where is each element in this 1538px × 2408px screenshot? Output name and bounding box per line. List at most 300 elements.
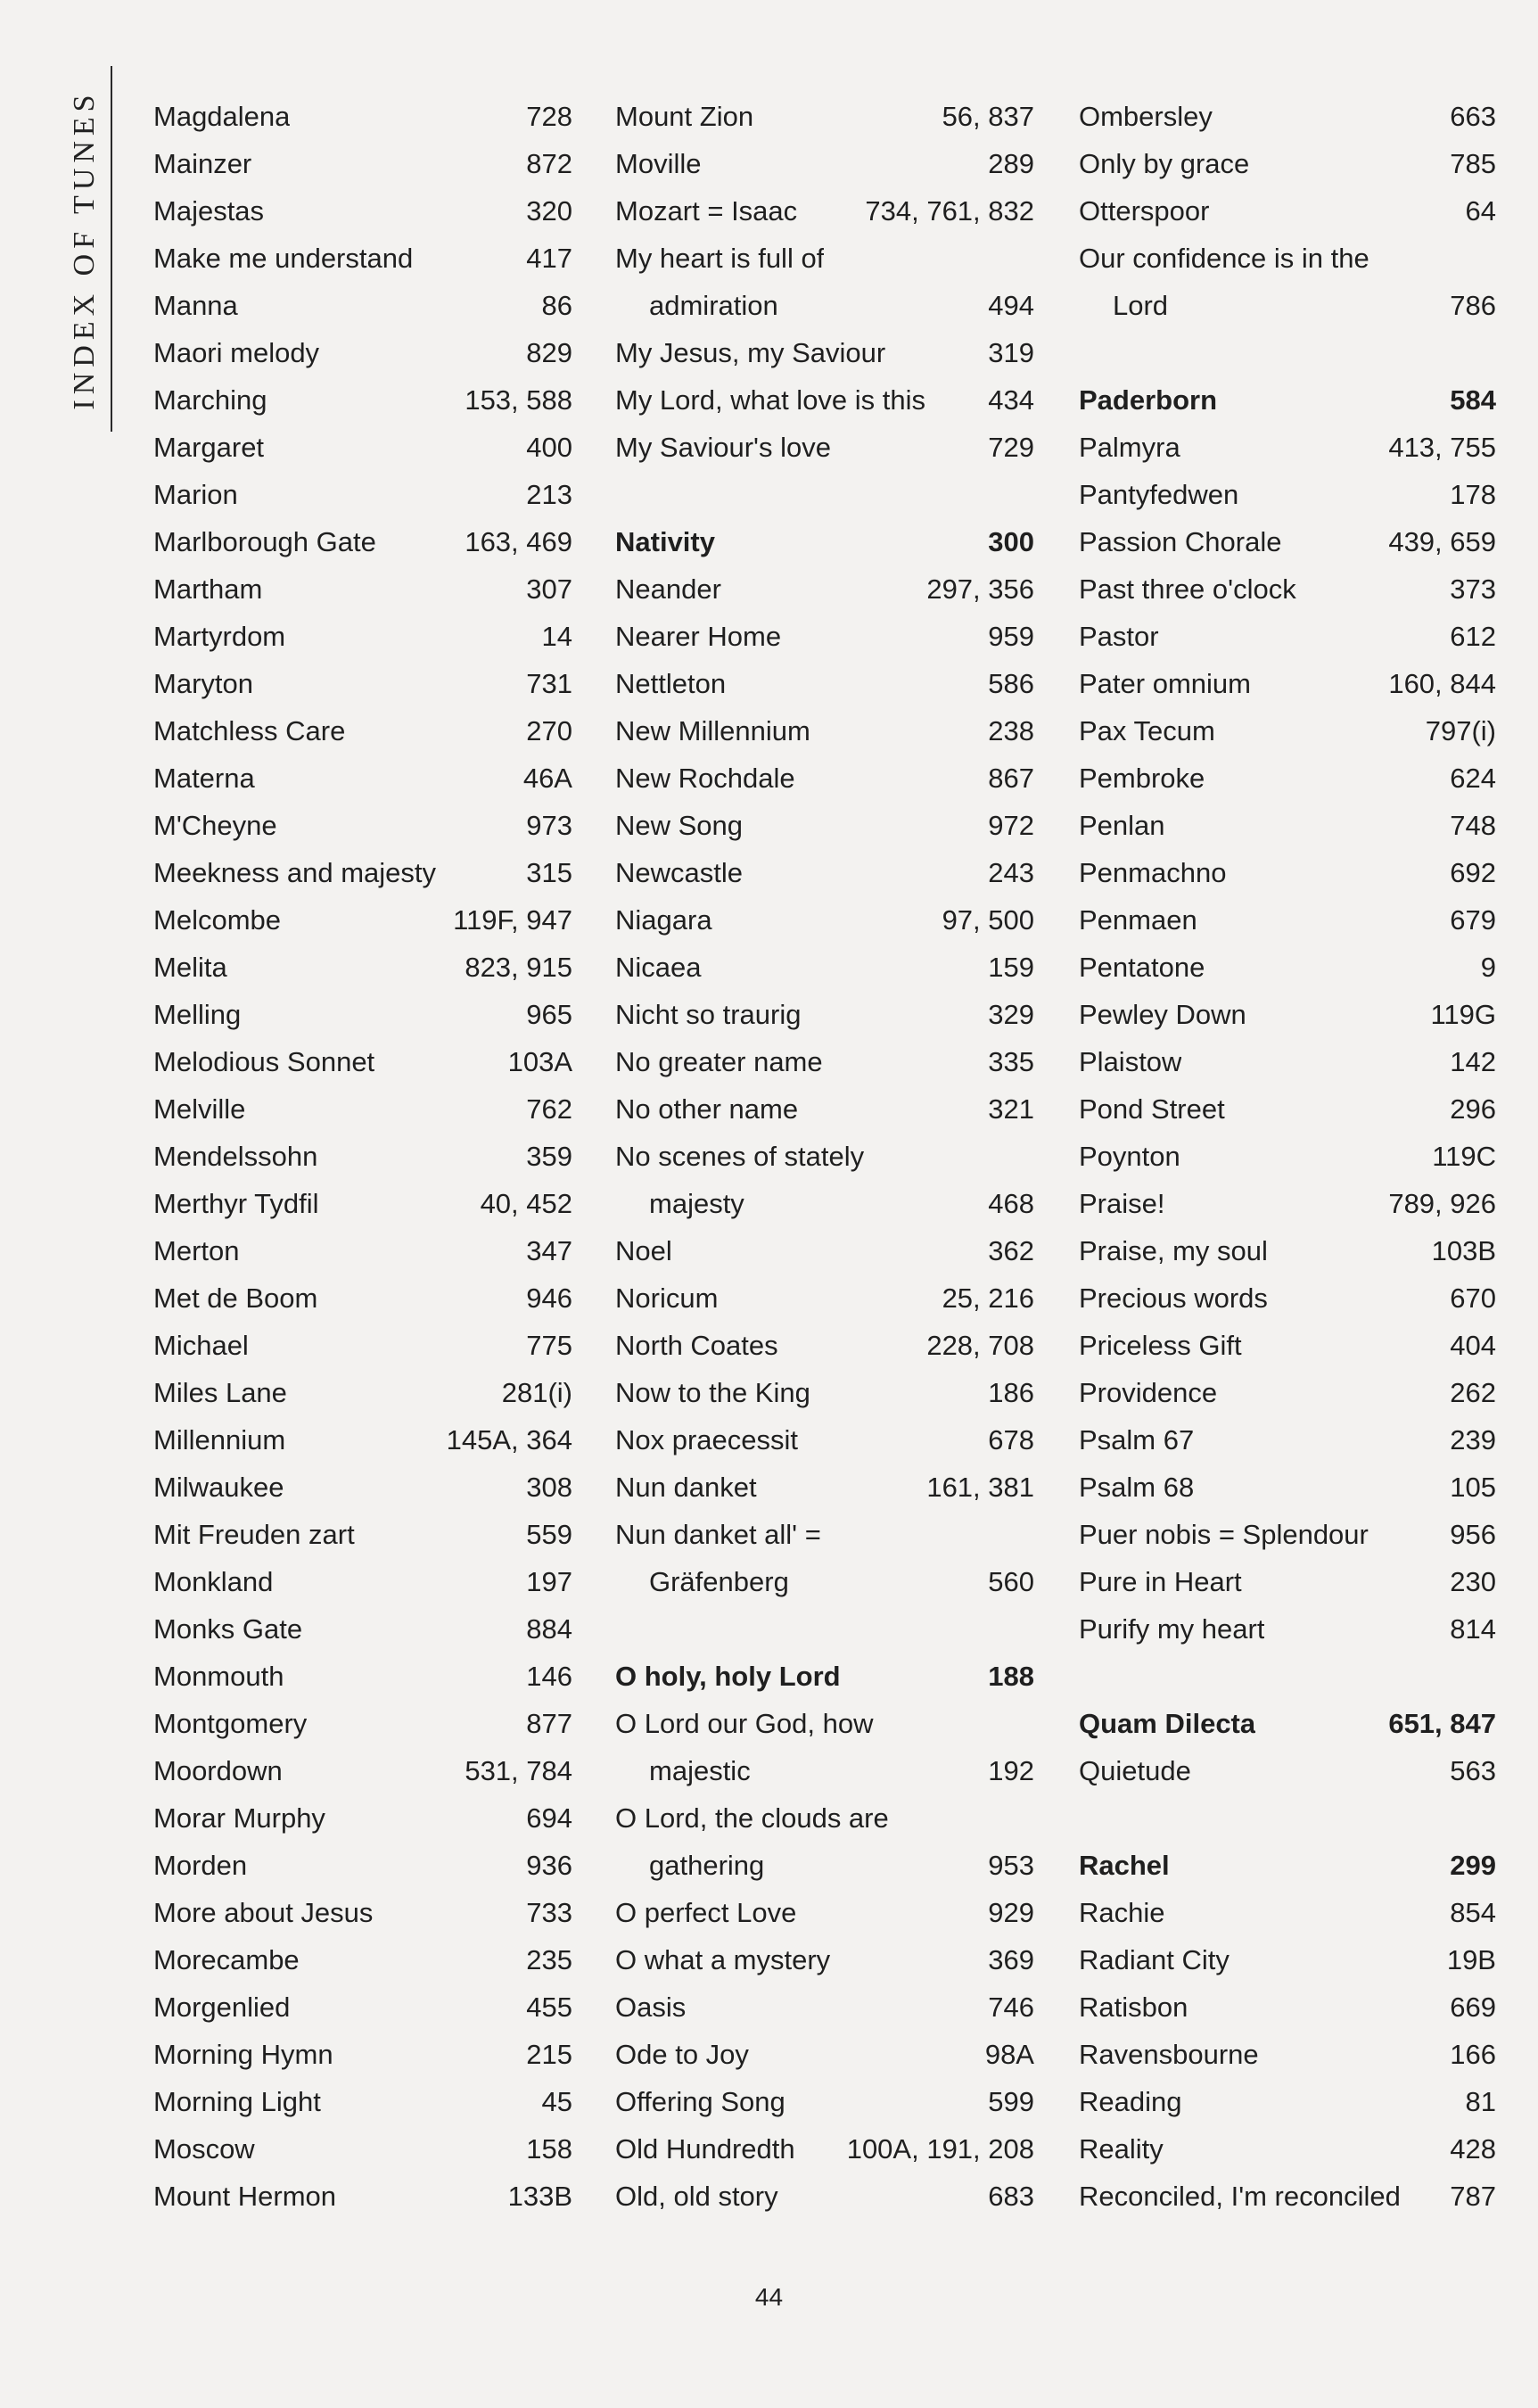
hymn-number: 936: [526, 1850, 572, 1881]
hymn-number: 308: [526, 1472, 572, 1503]
index-entry: [1079, 518, 1496, 565]
tune-name: Mendelssohn: [153, 1141, 318, 1172]
index-entry: [1079, 755, 1496, 802]
index-entry: [615, 755, 1034, 802]
tune-name: Nicht so traurig: [615, 999, 802, 1030]
tune-name: Margaret: [153, 432, 265, 463]
hymn-number: 728: [526, 101, 572, 132]
hymn-number: 953: [988, 1850, 1034, 1881]
hymn-number: 300: [988, 526, 1034, 557]
hymn-number: 531, 784: [465, 1755, 572, 1786]
index-entry: [153, 2031, 572, 2078]
tune-name: Now to the King: [615, 1377, 810, 1408]
hymn-number: 729: [988, 432, 1034, 463]
tune-name: Reconciled, I'm reconciled: [1079, 2181, 1401, 2212]
tune-name: My heart is full of: [615, 243, 825, 274]
index-entry: [615, 2173, 1034, 2220]
tune-name: Plaistow: [1079, 1046, 1182, 1077]
index-entry: [153, 1794, 572, 1842]
hymn-number: 160, 844: [1388, 668, 1496, 699]
index-entry: [153, 282, 572, 329]
tune-name: Mozart = Isaac: [615, 195, 798, 227]
index-entry: [1079, 1747, 1496, 1794]
tune-name: Psalm 67: [1079, 1424, 1195, 1456]
index-entry: [1079, 1936, 1496, 1983]
hymn-number: 81: [1465, 2086, 1496, 2117]
tune-name: Puer nobis = Splendour: [1079, 1519, 1369, 1550]
tune-name: Michael: [153, 1330, 249, 1361]
index-entry: [615, 707, 1034, 755]
tune-name: Passion Chorale: [1079, 526, 1282, 557]
index-entry: [615, 424, 1034, 471]
section-gap: [1079, 1653, 1496, 1700]
hymn-number: 428: [1450, 2133, 1496, 2165]
spine-divider: [111, 66, 112, 432]
index-entry: [1079, 991, 1496, 1038]
hymn-number: 455: [526, 1992, 572, 2023]
hymn-number: 197: [526, 1566, 572, 1597]
tune-name: Our confidence is in the: [1079, 243, 1369, 274]
index-entry: [1079, 2031, 1496, 2078]
index-entry: [615, 2125, 1034, 2173]
tune-name: Penmachno: [1079, 857, 1227, 888]
index-entry: [1079, 1464, 1496, 1511]
tune-name: Mount Zion: [615, 101, 754, 132]
tune-name: No other name: [615, 1093, 799, 1125]
index-entry-continuation: [615, 282, 1034, 329]
hymn-number: 166: [1450, 2039, 1496, 2070]
hymn-number: 159: [988, 952, 1034, 983]
tune-name: Moscow: [153, 2133, 255, 2165]
hymn-number: 153, 588: [465, 384, 572, 416]
hymn-number: 775: [526, 1330, 572, 1361]
index-entry: [153, 140, 572, 187]
section-gap: [1079, 329, 1496, 376]
tune-name: Radiant City: [1079, 1944, 1230, 1975]
index-entry: [615, 1464, 1034, 1511]
tune-name: Merton: [153, 1235, 240, 1266]
tune-name: Pastor: [1079, 621, 1159, 652]
hymn-number: 329: [988, 999, 1034, 1030]
hymn-number: 679: [1450, 904, 1496, 936]
tune-name: majestic: [649, 1755, 751, 1786]
index-entry: [153, 1511, 572, 1558]
tune-name: Nicaea: [615, 952, 702, 983]
tune-name: Monmouth: [153, 1661, 284, 1692]
hymn-number: 651, 847: [1388, 1708, 1496, 1739]
index-entry: [153, 1842, 572, 1889]
index-entry: [615, 896, 1034, 944]
tune-name: Morgenlied: [153, 1992, 291, 2023]
tune-name: Noricum: [615, 1282, 719, 1314]
tune-name: No scenes of stately: [615, 1141, 865, 1172]
index-entry-continuation: [615, 1180, 1034, 1227]
index-entry: [153, 1700, 572, 1747]
tune-name: majesty: [649, 1188, 744, 1219]
tune-name: Milwaukee: [153, 1472, 284, 1503]
hymn-number: 612: [1450, 621, 1496, 652]
tune-name: Melodious Sonnet: [153, 1046, 375, 1077]
tune-name: Newcastle: [615, 857, 743, 888]
hymn-number: 297, 356: [926, 573, 1034, 605]
hymn-number: 119G: [1430, 999, 1496, 1030]
hymn-number: 959: [988, 621, 1034, 652]
tune-name: Marion: [153, 479, 238, 510]
index-entry: [153, 1274, 572, 1322]
tune-name: Martyrdom: [153, 621, 286, 652]
index-entry: [153, 1322, 572, 1369]
hymn-number: 45: [541, 2086, 572, 2117]
hymn-number: 161, 381: [926, 1472, 1034, 1503]
index-entry: [615, 991, 1034, 1038]
hymn-number: 494: [988, 290, 1034, 321]
hymn-number: 262: [1450, 1377, 1496, 1408]
hymn-number: 146: [526, 1661, 572, 1692]
hymn-number: 787: [1450, 2181, 1496, 2212]
index-entry: [1079, 140, 1496, 187]
index-entry: [153, 518, 572, 565]
index-entry-continuation: [615, 1842, 1034, 1889]
index-entry: [1079, 660, 1496, 707]
index-entry: [1079, 2078, 1496, 2125]
tune-name: Nearer Home: [615, 621, 782, 652]
hymn-number: 19B: [1446, 1944, 1496, 1975]
tune-name: Reading: [1079, 2086, 1182, 2117]
index-entry-continuation: [615, 1747, 1034, 1794]
hymn-number: 100A, 191, 208: [846, 2133, 1034, 2165]
hymn-number: 319: [988, 337, 1034, 368]
tune-name: New Song: [615, 810, 744, 841]
hymn-number: 854: [1450, 1897, 1496, 1928]
hymn-number: 946: [526, 1282, 572, 1314]
index-entry: [153, 1605, 572, 1653]
index-entry: [1079, 93, 1496, 140]
hymn-number: 789, 926: [1388, 1188, 1496, 1219]
hymn-number: 584: [1450, 384, 1496, 416]
hymn-number: 158: [526, 2133, 572, 2165]
index-column-1: [153, 93, 572, 2220]
tune-name: Purify my heart: [1079, 1613, 1265, 1645]
index-entry: [1079, 1605, 1496, 1653]
index-entry: [615, 660, 1034, 707]
hymn-number: 746: [988, 1992, 1034, 2023]
index-entry: [153, 1369, 572, 1416]
index-entry: [153, 187, 572, 235]
hymn-number: 972: [988, 810, 1034, 841]
tune-name: Pax Tecum: [1079, 715, 1215, 746]
hymn-number: 929: [988, 1897, 1034, 1928]
index-entry: [615, 140, 1034, 187]
hymn-number: 434: [988, 384, 1034, 416]
index-entry: [1079, 1558, 1496, 1605]
index-entry: [615, 518, 1034, 565]
index-entry: [1079, 187, 1496, 235]
index-entry: [1079, 1085, 1496, 1133]
tune-name: Merthyr Tydfil: [153, 1188, 319, 1219]
tune-name: Praise!: [1079, 1188, 1165, 1219]
hymn-number: 230: [1450, 1566, 1496, 1597]
hymn-number: 98A: [984, 2039, 1034, 2070]
index-entry: [1079, 1983, 1496, 2031]
hymn-number: 734, 761, 832: [865, 195, 1034, 227]
hymn-number: 417: [526, 243, 572, 274]
hymn-number: 347: [526, 1235, 572, 1266]
tune-name: Moordown: [153, 1755, 283, 1786]
index-entry: [1079, 1889, 1496, 1936]
tune-name: Reality: [1079, 2133, 1164, 2165]
tune-name: Quam Dilecta: [1079, 1708, 1256, 1739]
index-entry: [153, 471, 572, 518]
tune-name: Old, old story: [615, 2181, 778, 2212]
tune-name: Morning Hymn: [153, 2039, 333, 2070]
hymn-number: 373: [1450, 573, 1496, 605]
index-column-2: [615, 93, 1034, 2220]
tune-name: My Saviour's love: [615, 432, 831, 463]
tune-name: No greater name: [615, 1046, 823, 1077]
index-entry: [153, 1889, 572, 1936]
hymn-number: 867: [988, 763, 1034, 794]
hymn-number: 321: [988, 1093, 1034, 1125]
tune-name: Met de Boom: [153, 1282, 318, 1314]
section-gap: [615, 471, 1034, 518]
index-entry: [1079, 2125, 1496, 2173]
index-entry: [1079, 944, 1496, 991]
spine-heading: [57, 67, 112, 433]
index-entry: [153, 944, 572, 991]
index-title: INDEX OF TUNES: [68, 89, 101, 410]
hymn-number: 733: [526, 1897, 572, 1928]
tune-name: More about Jesus: [153, 1897, 374, 1928]
index-entry-continuation: [615, 1558, 1034, 1605]
tune-name: Past three o'clock: [1079, 573, 1296, 605]
tune-name: New Millennium: [615, 715, 810, 746]
hymn-number: 228, 708: [926, 1330, 1034, 1361]
tune-name: Nun danket: [615, 1472, 757, 1503]
index-entry: [153, 660, 572, 707]
tune-name: Providence: [1079, 1377, 1218, 1408]
hymn-number: 192: [988, 1755, 1034, 1786]
tune-name: Quietude: [1079, 1755, 1191, 1786]
tune-name: Matchless Care: [153, 715, 346, 746]
index-entry: [615, 2031, 1034, 2078]
index-entry: [153, 424, 572, 471]
tune-name: Melville: [153, 1093, 246, 1125]
hymn-number: 299: [1450, 1850, 1496, 1881]
index-entry: [1079, 1180, 1496, 1227]
index-entry: [153, 1983, 572, 2031]
hymn-number: 359: [526, 1141, 572, 1172]
hymn-number: 119F, 947: [453, 904, 572, 936]
tune-name: Marching: [153, 384, 267, 416]
hymn-number: 731: [526, 668, 572, 699]
hymn-number: 14: [541, 621, 572, 652]
hymn-number: 439, 659: [1388, 526, 1496, 557]
index-entry: [1079, 1700, 1496, 1747]
hymn-number: 599: [988, 2086, 1034, 2117]
hymn-number: 178: [1450, 479, 1496, 510]
index-entry: [153, 849, 572, 896]
index-entry: [615, 376, 1034, 424]
index-entry: [615, 1416, 1034, 1464]
tune-name: Maori melody: [153, 337, 320, 368]
index-entry: [615, 944, 1034, 991]
tune-name: Offering Song: [615, 2086, 785, 2117]
tune-name: Montgomery: [153, 1708, 308, 1739]
index-entry: [615, 329, 1034, 376]
index-entry: [1079, 849, 1496, 896]
hymn-number: 829: [526, 337, 572, 368]
hymn-number: 624: [1450, 763, 1496, 794]
tune-name: Lord: [1113, 290, 1169, 321]
index-entry: [615, 1133, 1034, 1180]
tune-name: Make me understand: [153, 243, 414, 274]
index-entry: [615, 1274, 1034, 1322]
index-entry: [153, 1747, 572, 1794]
hymn-number: 694: [526, 1802, 572, 1834]
tune-name: gathering: [649, 1850, 765, 1881]
index-entry: [153, 613, 572, 660]
hymn-number: 814: [1450, 1613, 1496, 1645]
index-entry: [153, 896, 572, 944]
hymn-number: 797(i): [1425, 715, 1496, 746]
tune-name: My Lord, what love is this: [615, 384, 926, 416]
hymn-number: 188: [988, 1661, 1034, 1692]
hymn-number: 315: [526, 857, 572, 888]
index-entry: [615, 1511, 1034, 1558]
hymn-number: 213: [526, 479, 572, 510]
hymn-number: 64: [1465, 195, 1496, 227]
hymn-number: 105: [1450, 1472, 1496, 1503]
hymn-number: 884: [526, 1613, 572, 1645]
tune-name: Nettleton: [615, 668, 727, 699]
hymn-number: 97, 500: [942, 904, 1034, 936]
tune-name: Ratisbon: [1079, 1992, 1188, 2023]
index-entry: [615, 1700, 1034, 1747]
hymn-number: 235: [526, 1944, 572, 1975]
tune-name: Psalm 68: [1079, 1472, 1195, 1503]
index-entry: [153, 2078, 572, 2125]
hymn-number: 762: [526, 1093, 572, 1125]
index-entry: [615, 93, 1034, 140]
hymn-number: 243: [988, 857, 1034, 888]
index-entry: [1079, 1511, 1496, 1558]
hymn-number: 163, 469: [465, 526, 572, 557]
index-entry: [1079, 424, 1496, 471]
index-entry: [615, 1322, 1034, 1369]
index-entry: [615, 849, 1034, 896]
index-entry: [1079, 471, 1496, 518]
index-entry: [615, 565, 1034, 613]
index-entry: [1079, 376, 1496, 424]
index-entry: [153, 1180, 572, 1227]
hymn-number: 559: [526, 1519, 572, 1550]
tune-name: Mit Freuden zart: [153, 1519, 355, 1550]
index-entry: [1079, 1416, 1496, 1464]
index-entry: [153, 1227, 572, 1274]
hymn-number: 86: [541, 290, 572, 321]
index-entry: [615, 1227, 1034, 1274]
hymn-number: 369: [988, 1944, 1034, 1975]
index-entry: [1079, 896, 1496, 944]
hymn-number: 40, 452: [480, 1188, 572, 1219]
tune-name: Meekness and majesty: [153, 857, 437, 888]
hymn-number: 956: [1450, 1519, 1496, 1550]
index-entry: [153, 1464, 572, 1511]
tune-name: admiration: [649, 290, 778, 321]
tune-name: Poynton: [1079, 1141, 1180, 1172]
tune-name: Morar Murphy: [153, 1802, 325, 1834]
tune-name: Nun danket all' =: [615, 1519, 821, 1550]
index-entry: [153, 2125, 572, 2173]
tune-name: Millennium: [153, 1424, 286, 1456]
hymn-number: 678: [988, 1424, 1034, 1456]
tune-name: Melcombe: [153, 904, 281, 936]
tune-name: Ombersley: [1079, 101, 1213, 132]
index-entry: [615, 1983, 1034, 2031]
index-entry: [153, 1085, 572, 1133]
index-entry: [615, 235, 1034, 282]
tune-name: Morecambe: [153, 1944, 300, 1975]
tune-name: Materna: [153, 763, 255, 794]
hymn-number: 320: [526, 195, 572, 227]
hymn-number: 56, 837: [942, 101, 1034, 132]
tune-name: Ode to Joy: [615, 2039, 749, 2070]
index-entry: [153, 1133, 572, 1180]
index-entry: [615, 613, 1034, 660]
tune-name: Ravensbourne: [1079, 2039, 1259, 2070]
tune-name: Pond Street: [1079, 1093, 1225, 1125]
tune-name: Priceless Gift: [1079, 1330, 1242, 1361]
index-entry: [1079, 707, 1496, 755]
tune-name: Pantyfedwen: [1079, 479, 1239, 510]
index-entry: [1079, 235, 1496, 282]
hymn-number: 239: [1450, 1424, 1496, 1456]
tune-name: Praise, my soul: [1079, 1235, 1268, 1266]
tune-name: O holy, holy Lord: [615, 1661, 841, 1692]
tune-name: Monkland: [153, 1566, 274, 1597]
index-entry: [1079, 565, 1496, 613]
page-number: 44: [754, 2283, 784, 2311]
tune-name: Morden: [153, 1850, 248, 1881]
tune-name: Penmaen: [1079, 904, 1197, 936]
tune-name: Niagara: [615, 904, 712, 936]
hymn-number: 215: [526, 2039, 572, 2070]
tune-name: Precious words: [1079, 1282, 1268, 1314]
tune-name: Penlan: [1079, 810, 1165, 841]
index-column-3: [1079, 93, 1496, 2220]
index-entry: [615, 1369, 1034, 1416]
tune-name: Moville: [615, 148, 702, 179]
tune-name: Monks Gate: [153, 1613, 303, 1645]
index-entry: [1079, 613, 1496, 660]
tune-name: O perfect Love: [615, 1897, 797, 1928]
index-entry: [615, 2078, 1034, 2125]
index-entry: [153, 802, 572, 849]
tune-name: Pembroke: [1079, 763, 1205, 794]
index-entry: [1079, 1369, 1496, 1416]
tune-name: Pure in Heart: [1079, 1566, 1242, 1597]
index-entry: [153, 565, 572, 613]
tune-name: Miles Lane: [153, 1377, 287, 1408]
tune-name: New Rochdale: [615, 763, 795, 794]
index-entry: [615, 1889, 1034, 1936]
hymn-number: 25, 216: [942, 1282, 1034, 1314]
tune-name: O what a mystery: [615, 1944, 831, 1975]
hymn-number: 142: [1450, 1046, 1496, 1077]
tune-name: O Lord, the clouds are: [615, 1802, 889, 1834]
hymn-number: 563: [1450, 1755, 1496, 1786]
section-gap: [615, 1605, 1034, 1653]
